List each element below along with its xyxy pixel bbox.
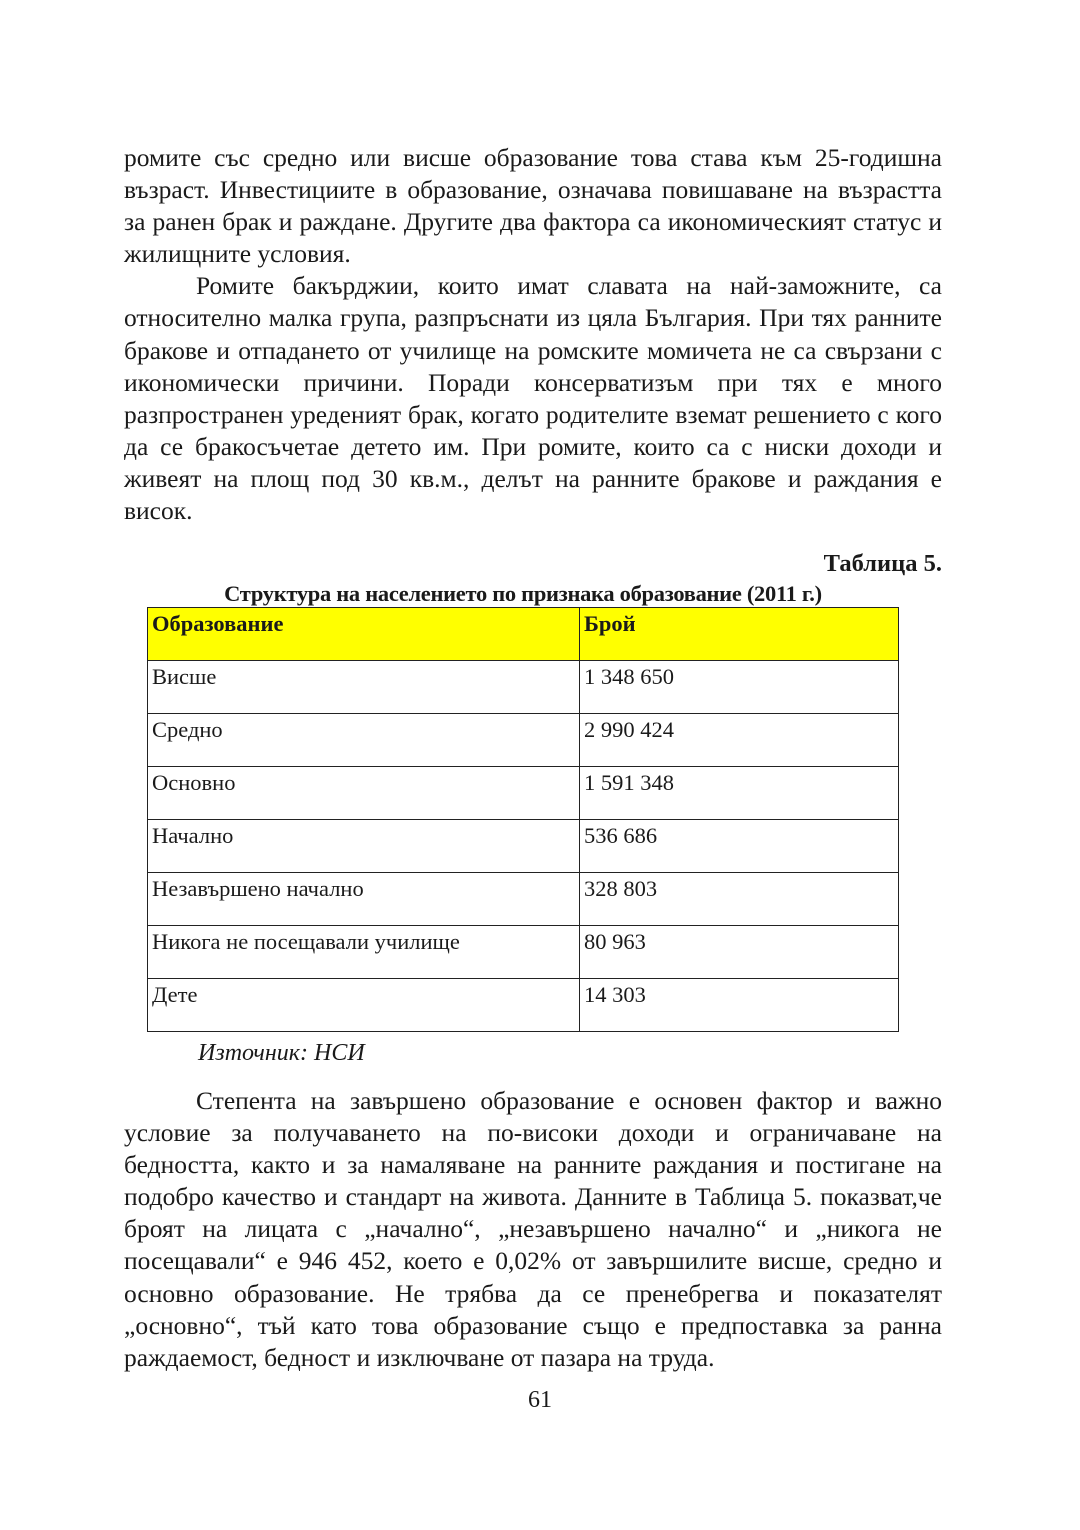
education-level: Дете [148,979,580,1032]
table-row [148,979,899,1032]
table-row [148,767,899,820]
education-level: Висше [148,661,580,714]
table-row [148,661,899,714]
count-value: 1 591 348 [580,767,899,820]
paragraph-2: Ромите бакърджии, които имат славата на най-заможните, са относително малка група, разпръснати из цяла България. При тях ранните бракове и отпадането от училище на ромските момичета не са свързани с икономически причини. Поради консерватизъм при тях е много разпространен уреденият брак, когато родителите вземат решението с кого да се бракосъчетае детето им. При ромите, които са с ниски доходи и живеят на площ под 30 кв.м., делът на ранните бракове и раждания е висок. [124,271,942,526]
table-row [148,873,899,926]
count-value: 2 990 424 [580,714,899,767]
count-value: 1 348 650 [580,661,899,714]
text-block-bottom [124,1085,942,1374]
education-level: Незавършено начално [148,873,580,926]
table-header-row [148,608,899,661]
paragraph-3: Степента на завършено образование е основен фактор и важно условие за получаването на по-високи доходи и ограничаване на бедността, както и за намаляване на ранните раждания и постигане на подобро качество и стандарт на живота. Данните в Таблица 5. показват,че броят на лицата с „начално“, „незавършено начално“ и „никога не посещавали“ е 946 452, което е 0,02% от завършилите висше, средно и основно образование. Не трябва да се пренебрегва и показателят „основно“, тъй като това образование също е предпоставка за ранна раждаемост, бедност и изключване от пазара на труда. [124,1086,942,1372]
table-source: Източник: НСИ [198,1040,365,1066]
education-level: Основно [148,767,580,820]
count-value: 328 803 [580,873,899,926]
table-row [148,820,899,873]
education-level: Средно [148,714,580,767]
table-row [148,714,899,767]
education-level: Начално [148,820,580,873]
count-value: 536 686 [580,820,899,873]
table-number: Таблица 5. [823,550,942,578]
education-level: Никога не посещавали училище [148,926,580,979]
page-number: 61 [528,1387,552,1413]
text-block-top [124,142,942,609]
table-row [148,926,899,979]
count-value: 80 963 [580,926,899,979]
education-table [147,607,899,1032]
header-education: Образование [148,608,580,661]
paragraph-1: ромите със средно или висше образование това става към 25-годишна възраст. Инвестициите в образование, означава повишаване на възрастта за ранен брак и раждане. Другите два фактора са икономическият статус и жилищните условия. [124,143,942,269]
table-title: Структура на населението по признака образование (2011 г.) [224,581,822,607]
count-value: 14 303 [580,979,899,1032]
header-count: Брой [580,608,899,661]
